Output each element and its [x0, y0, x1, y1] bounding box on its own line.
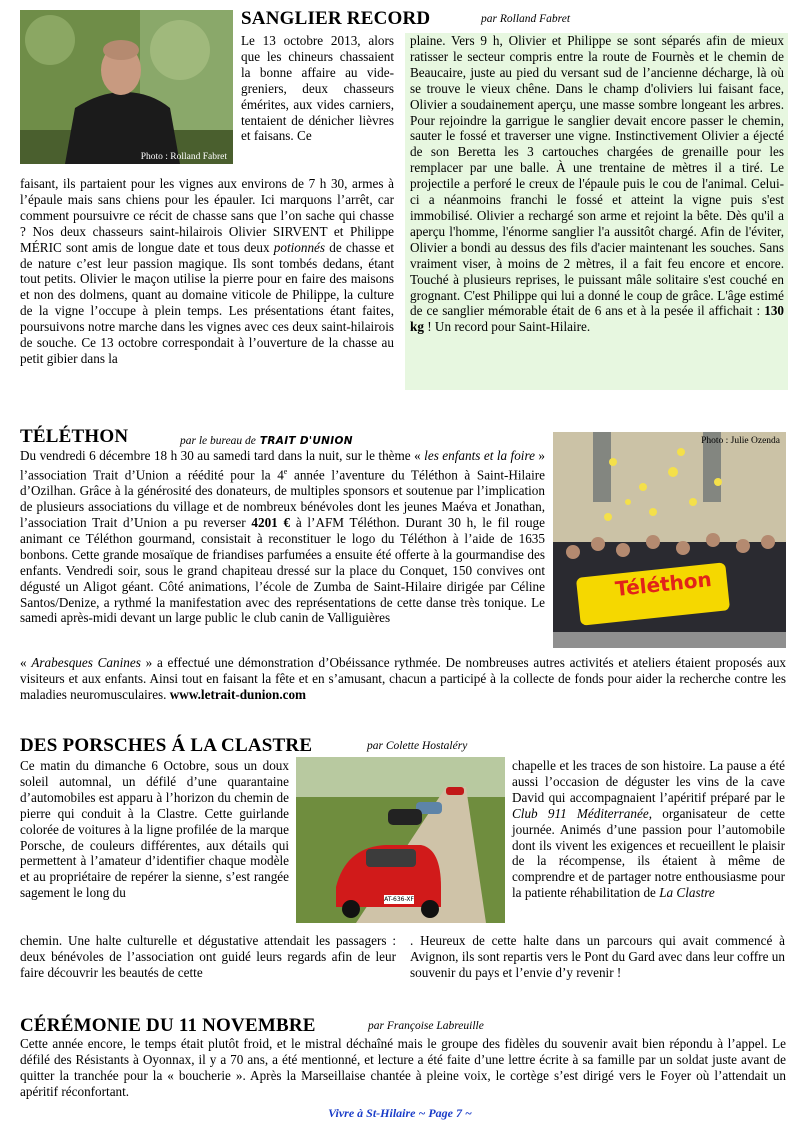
hunter-photo [20, 10, 233, 164]
telethon-photo-credit: Photo : Julie Ozenda [701, 436, 780, 446]
telethon-text-beside: Du vendredi 6 décembre 18 h 30 au samedi tard dans la nuit, sur le thème « les enfants et la foire » l’association Trait d’Union a réédité pour la 4e année l’aventure du Téléthon à Saint-Hilaire d’Ozilhan. Grâce à la générosité des donateurs, de multiples sponsors et soutenue par l’implication de plusieurs associations du village et de nombreux bénévoles dont les jeunes Maéva et Jonathan, l’association Trait d’Union a pu reverser 4201 € à l’AFM Téléthon. Durant 30 h, le fil rouge animant ce Téléthon gourmand, consistait à reconstituer le logo du Téléthon à l’aide de 1635 bonbons. Cette grande mosaïque de friandises parfumées a ensuite été offerte à la gourmandise des enfants. Vendredi soir, sous le grand chapiteau dressé sur la place du Conquet, 150 convives ont dégusté un Aligot géant. Côté animations, l’école de Zumba de Saint-Hilaire dirigée par Céline Santos/Denize, a rythmé la manifestation avec des représentations de cette danse très tonique. Le samedi après-midi devant un large public le club canin de Valliguières [20, 448, 546, 626]
hunter-illustration [20, 10, 233, 164]
telethon-banner-text: Téléthon [614, 567, 713, 601]
telethon-title: TÉLÉTHON [20, 426, 129, 447]
ceremonie-text: Cette année encore, le temps était plutôt froid, et le mistral déchaîné mais le groupe des fidèles du souvenir avait bien répondu à l’appel. Le défilé des Résistants à Oyonnax, il y a 70 ans, a été mentionné, et lecture a été faite d’une lettre écrite à sa famille par un soldat juste avant de quitter la tranchée pour la « boucherie ». Après la Marseillaise chantée à pleine voix, le cortège s’est dirigé vers le Foyer où l’attendait un apéritif réconfortant. [20, 1036, 786, 1099]
porsches-photo [296, 757, 505, 923]
sanglier-col2: plaine. Vers 9 h, Olivier et Philippe se sont séparés afin de mieux ratisser le secteur compris entre la route de Fournès et le chemin de Beaucaire, juste au pied du versant sud de l’ancienne décharge, là où se trouve le vieux chêne. Dans le champ d'oliviers lui faisant face, Olivier a soudainement aperçu, une masse sombre longeant les arbres. Pour rejoindre la garrigue le sanglier devait encore passer le chemin, sauter le fossé et traverser une vigne. Instinctivement Olivier a éjecté de son Beretta les 3 cartouches chargées de grenaille pour les remplacer par une balle. À une trentaine de mètres il a tiré. Le projectile a perforé le creux de l'épaule puis le cou de l'animal. Celui-ci a néanmoins franchi le fossé et atteint la vigne puis s'est immobilisé. Olivier a rechargé son arme et rejoint la bête. Dès qu'il a aperçu l'homme, l'énorme sanglier l'a aussitôt chargé. Afin de l'éviter, Olivier a bondi au dessus des fils d'acier maintenant les souches. Sans vraiment viser, à moins de 2 mètres, il a fait feu encore et encore. Touché à plusieurs reprises, le puissant mâle solitaire s'est couché en grognant. C'est Philippe qui lui a donné le coup de grâce. L'âge estimé de ce sanglier mémorable était de 6 ans et à la pesée il affichait : 130 kg ! Un record pour Saint-Hilaire. [410, 33, 784, 335]
sanglier-byline: par Rolland Fabret [481, 13, 571, 25]
porsches-col2: chapelle et les traces de son histoire. La pause a été aussi l’occasion de déguster les vins de la cave David qui accompagnaient l’apéritif préparé par le Club 911 Méditerranée, organisateur de cette journée. Animés d’une passion pour l’automobile dont ils vivent les exigences et recueillent le plaisir de la récompense, ils étaient à même de comprendre et de partager notre enthousiasme pour la patiente réhabilitation de La Clastre [512, 758, 785, 901]
porsches-col1-beside: Ce matin du dimanche 6 Octobre, sous un doux soleil automnal, un défilé d’une quarantaine d’automobiles est apparu à l’horizon du chemin de pierre qui conduit à la Clastre. Cette guirlande colorée de voitures à la ligne profilée de la marque Porsche, de couleurs différentes, aux détails qui permettent à l’amateur d’identifier chaque modèle et au propriétaire de repérer la sienne, s’est rangée sagement le long du [20, 758, 289, 901]
porsches-col2-full: . Heureux de cette halte dans un parcours qui avait commencé à Avignon, ils sont repartis vers le Pont du Gard avec dans leur coffre un souvenir du pays et l’envie d’y revenir ! [410, 933, 785, 980]
ceremonie-title: CÉRÉMONIE DU 11 NOVEMBRE [20, 1015, 316, 1036]
porsches-col1-full: chemin. Une halte culturelle et dégustative attendait les passagers : deux bénévoles de l’association ont guidé leurs regards afin de leur faire découvrir les beautés de cette [20, 933, 396, 980]
sanglier-col1-beside: Le 13 octobre 2013, alors que les chineurs chassaient la bonne affaire au vide-greniers, deux chasseurs émérites, aux vides carniers, tentaient de dénicher lièvres et faisans. Ce [241, 33, 394, 144]
telethon-byline-wrap [180, 431, 353, 449]
sanglier-title: SANGLIER RECORD [241, 8, 431, 29]
telethon-url[interactable]: www.letrait-dunion.com [169, 686, 307, 702]
telethon-byline: par le bureau de [180, 435, 256, 447]
car-plate: AT-636-XF [384, 896, 414, 903]
ceremonie-byline: par Françoise Labreuille [368, 1020, 484, 1032]
telethon-text-full: « Arabesques Canines » a effectué une démonstration d’Obéissance rythmée. De nombreuses autres activités et ateliers étaient proposés aux visiteurs et aux enfants. Ainsi tout en faisant la fête et en s’amusant, chacun a participé à la collecte de fonds pour aider la recherche contre les maladies neuromusculaires. www.letrait-dunion.com [20, 655, 787, 702]
telethon-photo [553, 432, 786, 648]
porsches-title: DES PORSCHES Á LA CLASTRE [20, 735, 313, 756]
page-footer: Vivre à St-Hilaire ~ Page 7 ~ [328, 1106, 472, 1120]
photo-credit: Photo : Rolland Fabret [140, 152, 227, 162]
telethon-crowd-illustration [553, 432, 786, 648]
porsches-byline: par Colette Hostaléry [367, 740, 468, 752]
sanglier-col1: faisant, ils partaient pour les vignes aux environs de 7 h 30, armes à l’épaule mais sans chiens pour les épauler. Ici marquons l’arrêt, car comment poursuivre ce récit de chasse sans que l’on sache qui chasse ? Nos deux chasseurs saint-hilairois Olivier SIRVENT et Philippe MÉRIC sont amis de longue date et tous deux potionnés de chasse et de nature c’est leur passion magique. Ils sont tombés dedans, étant tout petits. Olivier le maçon utilise la pierre pour en faire des maisons et non des dolmens, quant au domaine viticole de Philippe, la culture de la vigne l’occupe à plein temps. Les présentations étant faites, poursuivons notre marche dans les vignes avec ces deux saint-hilairois de souche. Ce 13 octobre correspondait à l’ouverture de la chasse au petit gibier dans la [20, 176, 394, 366]
trait-union-logo: TRAIT D'UNION [259, 435, 353, 447]
